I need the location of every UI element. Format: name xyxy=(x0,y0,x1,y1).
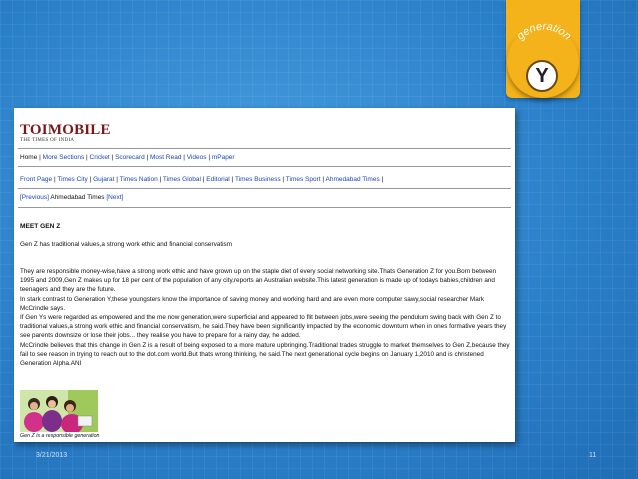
paragraph: If Gen Ys were regarded as empowered and the me now generation,were superficial and appeared to flit between jobs,were seeing the pendulum swing back with Gen Z to traditional values,a strong work ethic and financial conservatism, he said.They have been significantly impacted by the economic downturn when in ones formative years they see parents downsize or lose their jobs... they realise you have to prepare for a rainy day, he added. xyxy=(20,314,507,340)
divider xyxy=(18,148,511,149)
nav-link-scorecard[interactable]: Scorecard xyxy=(115,154,145,161)
next-link[interactable]: [Next] xyxy=(106,194,124,201)
nav-link-times-city[interactable]: Times City xyxy=(57,176,88,183)
nav-separator: | xyxy=(37,154,43,161)
nav-link-most-read[interactable]: Most Read xyxy=(150,154,182,161)
nav-link-cricket[interactable]: Cricket xyxy=(89,154,110,161)
nav-separator: | xyxy=(320,176,326,183)
logo-tagline: THE TIMES OF INDIA xyxy=(20,138,75,143)
paragraph: In stark contrast to Generation Y,these youngsters know the importance of saving money and working hard and are even more computer sawy,social researcher Mark McCrindle says. xyxy=(20,295,485,312)
nav-link-videos[interactable]: Videos xyxy=(186,154,207,161)
nav-separator: | xyxy=(84,154,90,161)
generation-letter: Y xyxy=(526,60,558,92)
nav-separator: | xyxy=(109,154,116,161)
nav-separator: | xyxy=(114,176,120,183)
pager xyxy=(20,194,123,201)
divider xyxy=(18,207,511,208)
nav-link-mpaper[interactable]: mPaper xyxy=(211,154,235,161)
nav-link-times-global[interactable]: Times Global xyxy=(162,176,201,183)
logo-name-part1: TOI xyxy=(20,122,48,138)
nav-separator: | xyxy=(157,176,163,183)
nav-link-times-sport[interactable]: Times Sport xyxy=(285,176,321,183)
nav-link-ahmedabad-times[interactable]: Ahmedabad Times xyxy=(325,176,380,183)
svg-text:generation xyxy=(515,21,574,43)
divider xyxy=(18,166,511,167)
article-body xyxy=(20,267,510,368)
divider xyxy=(18,188,511,189)
secondary-nav: Front Page | Times City | Gujarat | Times Nation | Times Global | Editorial | Times Business | Times Sport | Ahmedabad Times | xyxy=(20,176,384,183)
slide-number: 11 xyxy=(589,452,597,459)
slide-date: 3/21/2013 xyxy=(36,452,68,459)
generation-word: generation xyxy=(514,20,574,43)
nav-separator: | xyxy=(87,176,94,183)
generation-arc-text xyxy=(509,0,579,60)
nav-separator: | xyxy=(144,154,150,161)
nav-link-home[interactable]: Home xyxy=(20,154,38,161)
previous-link[interactable]: [Previous] xyxy=(20,194,49,201)
nav-separator: | xyxy=(52,176,58,183)
photo-caption: Gen Z is a responsible generation xyxy=(20,433,100,439)
teenagers-photo xyxy=(20,390,98,432)
nav-separator: | xyxy=(200,176,207,183)
article-screenshot xyxy=(14,108,515,442)
nav-link-times-business[interactable]: Times Business xyxy=(234,176,281,183)
nav-link-times-nation[interactable]: Times Nation xyxy=(119,176,158,183)
nav-separator: | xyxy=(280,176,286,183)
pager-section: Ahmedabad Times xyxy=(50,194,105,201)
nav-link-editorial[interactable]: Editorial xyxy=(206,176,230,183)
nav-link-more-sections[interactable]: More Sections xyxy=(42,154,85,161)
paragraph: They are responsible money-wise,have a strong work ethic and have grown up on the staple diet of every social networking site.Thats Generation Z for you.Born between 1995 and 2009,Gen Z makes up for 18 per cent of the population of any city,reports an Australian website.This latest generation is made up of todays babies,children and teenagers and they are the future. xyxy=(20,268,497,294)
nav-separator: | xyxy=(229,176,235,183)
nav-link-gujarat[interactable]: Gujarat xyxy=(93,176,115,183)
nav-separator: | xyxy=(206,154,212,161)
article-heading: MEET GEN Z xyxy=(20,223,61,230)
toi-mobile-logo xyxy=(20,122,111,143)
nav-separator: | xyxy=(181,154,187,161)
nav-link-front-page[interactable]: Front Page xyxy=(20,176,53,183)
article-lede: Gen Z has traditional values,a strong work ethic and financial conservatism xyxy=(20,241,233,248)
logo-name-part2: MOBILE xyxy=(47,122,111,138)
paragraph: McCrindle believes that this change in Gen Z is a result of being exposed to a more mature upbringing.Traditional trades struggle to market themselves to Gen Z,because they fail to see reason in trying to reach out to the dot.com world.But thats wrong thinking, he said.The next generational cycle begins on January 1,2010 and is christened Generation Alpha.ANI xyxy=(20,341,510,368)
primary-nav xyxy=(20,154,235,161)
